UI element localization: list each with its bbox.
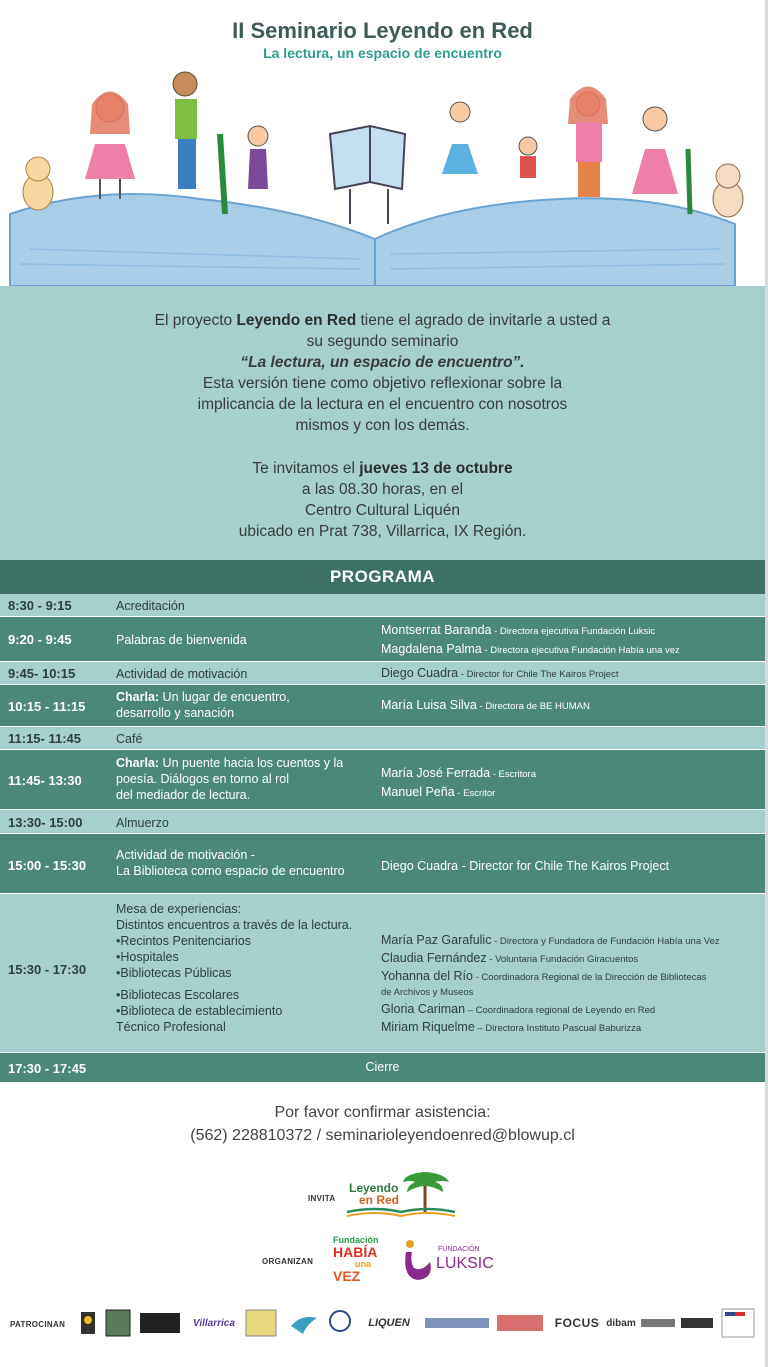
sponsor-logo [326, 1306, 354, 1340]
luksic-figure-icon [400, 1238, 436, 1284]
table-row: 9:20 - 9:45 Palabras de bienvenida Montserrat Baranda - Directora ejecutiva Fundación Luksic Magdalena Palma - Directora ejecutiva Fundación Había una vez [0, 617, 765, 662]
sponsor-logo [138, 1306, 182, 1340]
rsvp-contact[interactable]: (562) 228810372 / seminarioleyendoenred@blowup.cl [190, 1127, 575, 1144]
table-row: 13:30- 15:00 Almuerzo [0, 810, 765, 834]
sponsor-logo [244, 1306, 278, 1340]
table-row: 15:30 - 17:30 Mesa de experiencias: Distintos encuentros a través de la lectura. •Recintos Penitenciarios •Hospitales •Bibliotecas Públicas •Bibliotecas Escolares •Biblioteca de establecimiento Técnico Profesional María Paz Garafulic - Directora y Fundadora de Fundación Había una Vez Claudia Fernández - Voluntaria Fundación Giracuentos Yohanna del Río - Coordinadora Regional de la Dirección de Bibliotecas de Archivos y Museos Gloria Cariman – Coordinadora regional de Leyendo en Red Miriam Riquelme – Directora Instituto Pascual Baburizza [0, 894, 765, 1053]
sponsor-villarrica-logo: Villarrica [193, 1317, 235, 1329]
table-row: 17:30 - 17:45 Cierre [0, 1053, 765, 1083]
hummingbird-icon [287, 1308, 321, 1338]
sponsor-logo [640, 1306, 676, 1340]
page-subtitle: La lectura, un espacio de encuentro [263, 45, 502, 61]
page-title: II Seminario Leyendo en Red [232, 18, 533, 43]
header [0, 0, 765, 286]
intro-paragraph: El proyecto Leyendo en Red tiene el agrado de invitarle a usted a su segundo seminario “La lectura, un espacio de encuentro”. Esta versión tiene como objetivo reflexionar sobre la implicancia de la lectura en el encuentro con nosotros mismos y con los demás. [154, 312, 611, 434]
sponsor-landscape-icon [105, 1308, 131, 1338]
organizan-label: ORGANIZAN [262, 1257, 314, 1266]
sponsor-text-icon [641, 1316, 675, 1330]
table-row: 15:00 - 15:30 Actividad de motivación - La Biblioteca como espacio de encuentro Diego Cuadra - Director for Chile The Kairos Project [0, 834, 765, 894]
speaker-list: María Paz Garafulic - Directora y Fundadora de Fundación Había una Vez Claudia Fernández - Voluntaria Fundación Giracuentos Yohanna del Río - Coordinadora Regional de la Dirección de Bibliotecas de Archivos y Museos Gloria Cariman – Coordinadora regional de Leyendo en Red Miriam Riquelme – Directora Instituto Pascual Baburizza [381, 933, 720, 1034]
table-row: 8:30 - 9:15 Acreditación [0, 594, 765, 617]
table-row: 11:45- 13:30 Charla: Un puente hacia los cuentos y la poesía. Diálogos en torno al rol del mediador de lectura. María José Ferrada - Escritora Manuel Peña - Escritor [0, 750, 765, 810]
invitation-details: Te invitamos el jueves 13 de octubre a las 08.30 horas, en el Centro Cultural Liquén ubicado en Prat 738, Villarrica, IX Región. [238, 460, 527, 540]
sponsor-liquen-logo: LIQUEN [368, 1317, 410, 1329]
sponsor-logo [104, 1306, 132, 1340]
table-row: 11:15- 11:45 Café [0, 727, 765, 750]
sponsor-colorful-icon [245, 1308, 277, 1338]
sponsor-logo [286, 1306, 322, 1340]
plan-lectura-icon [721, 1308, 755, 1338]
table-row: 9:45- 10:15 Actividad de motivación Diego Cuadra - Director for Chile The Kairos Project [0, 662, 765, 685]
sponsor-logo [680, 1306, 714, 1340]
university-crest-icon [327, 1308, 353, 1338]
habia-una-vez-logo: Fundación HABÍA una VEZ [333, 1235, 379, 1284]
rsvp-heading: Por favor confirmar asistencia: [274, 1104, 491, 1121]
sponsor-logo [720, 1306, 756, 1340]
intro-section [0, 286, 765, 560]
sponsor-logo [496, 1306, 544, 1340]
fundacion-luksic-logo: FUNDACIÓN LUKSIC [400, 1238, 500, 1284]
sponsor-focus-logo: FOCUS [554, 1316, 600, 1330]
invita-label: INVITA [308, 1194, 336, 1203]
sponsor-dibam-logo: dibam [606, 1317, 636, 1329]
municipality-icon [497, 1313, 543, 1333]
experience-topics: Mesa de experiencias: Distintos encuentros a través de la lectura. •Recintos Penitenciarios •Hospitales •Bibliotecas Públicas •Bibliotecas Escolares •Biblioteca de establecimiento Técnico Profesional [116, 902, 353, 1034]
sponsor-logo [424, 1306, 490, 1340]
sponsor-emblem-icon [79, 1308, 97, 1338]
patrocinan-label: PATROCINAN [10, 1320, 66, 1329]
leyendo-en-red-logo: Leyendo en Red [345, 1168, 457, 1220]
table-row: 10:15 - 11:15 Charla: Un lugar de encuentro, desarrollo y sanación María Luisa Silva - Directora de BE HUMAN [0, 685, 765, 727]
program-heading: PROGRAMA [0, 560, 765, 594]
speaker-list: Montserrat Baranda - Directora ejecutiva Fundación Luksic Magdalena Palma - Directora ejecutiva Fundación Había una vez [381, 623, 680, 656]
children-drawing-illustration [0, 64, 765, 286]
sponsor-dark-badge-icon [139, 1312, 181, 1334]
sponsor-logo [78, 1306, 98, 1340]
sponsor-dark-icon [681, 1316, 713, 1330]
ministry-icon [425, 1315, 489, 1331]
